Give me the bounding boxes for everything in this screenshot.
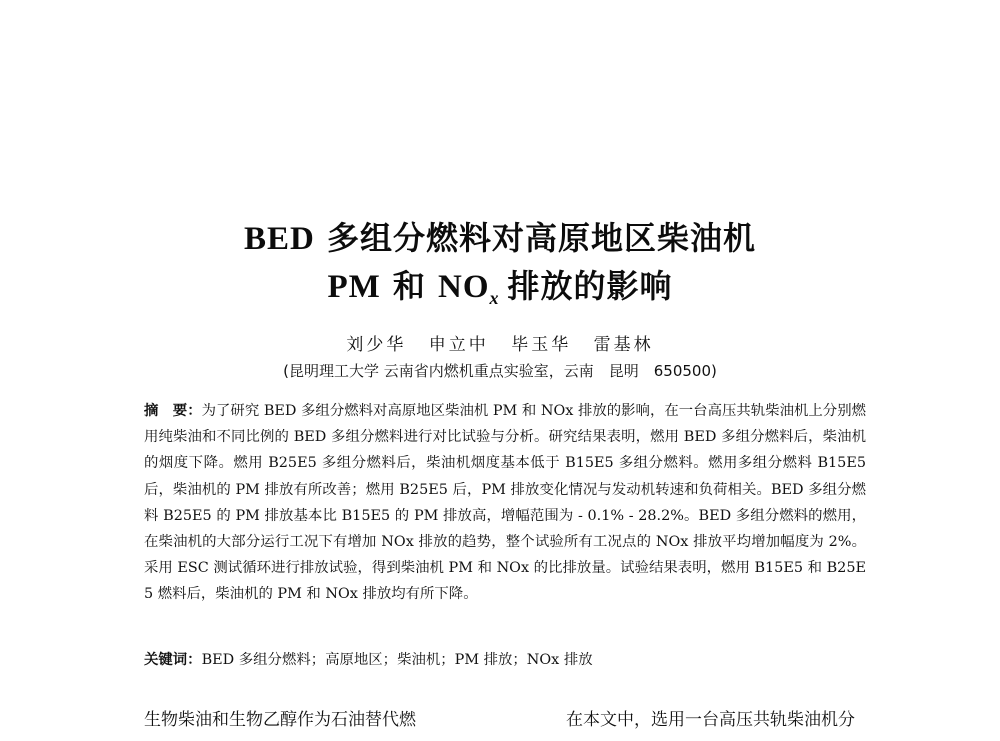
title-bed: BED	[243, 221, 315, 257]
abstract-label: 摘 要：	[144, 403, 202, 419]
title-no: NO	[438, 269, 490, 305]
title-pm: PM	[327, 269, 381, 305]
abstract	[144, 398, 866, 608]
title-line2-text: 排放的影响	[507, 267, 673, 305]
title-and: 和	[380, 267, 439, 305]
body-column-right: 在本文中，选用一台高压共轨柴油机分	[566, 710, 855, 730]
title-subscript-x: x	[489, 288, 500, 308]
keywords	[144, 649, 866, 671]
body-column-left: 生物柴油和生物乙醇作为石油替代燃	[144, 710, 416, 730]
keywords-text: BED 多组分燃料；高原地区；柴油机；PM 排放；NOx 排放	[201, 652, 593, 668]
abstract-text: 为了研究 BED 多组分燃料对高原地区柴油机 PM 和 NOx 排放的影响，在一台高压共轨柴油机上分别燃用纯柴油和不同比例的 BED 多组分燃料进行对比试验与分析。研究结果表明，燃用 BED 多组分燃料后，柴油机的烟度下降。燃用 B25E5 多组分燃料后，柴油机烟度基本低于 B15E5 多组分燃料。燃用多组分燃料 B15E5 后，柴油机的 PM 排放有所改善；燃用 B25E5 后，PM 排放变化情况与发动机转速和负荷相关。BED 多组分燃料 B25E5 的 PM 排放基本比 B15E5 的 PM 排放高，增幅范围为 - 0.1% - 28.2%。BED 多组分燃料的燃用，在柴油机的大部分运行工况下有增加 NOx 排放的趋势，整个试验所有工况点的 NOx 排放平均增加幅度为 2%。采用 ESC 测试循环进行排放试验，得到柴油机 PM 和 NOx 的比排放量。试验结果表明，燃用 B15E5 和 B25E5 燃料后，柴油机的 PM 和 NOx 排放均有所下降。	[144, 403, 866, 603]
keywords-label: 关键词：	[144, 652, 202, 668]
paper-title-line-2	[0, 266, 1000, 307]
author-list: 刘少华 申立中 毕玉华 雷基林	[346, 335, 654, 355]
title-line1-text: 多组分燃料对高原地区柴油机	[314, 219, 756, 257]
paper-title-line-1	[0, 218, 1000, 259]
affiliation: (昆明理工大学 云南省内燃机重点实验室，云南 昆明 650500)	[283, 362, 717, 380]
